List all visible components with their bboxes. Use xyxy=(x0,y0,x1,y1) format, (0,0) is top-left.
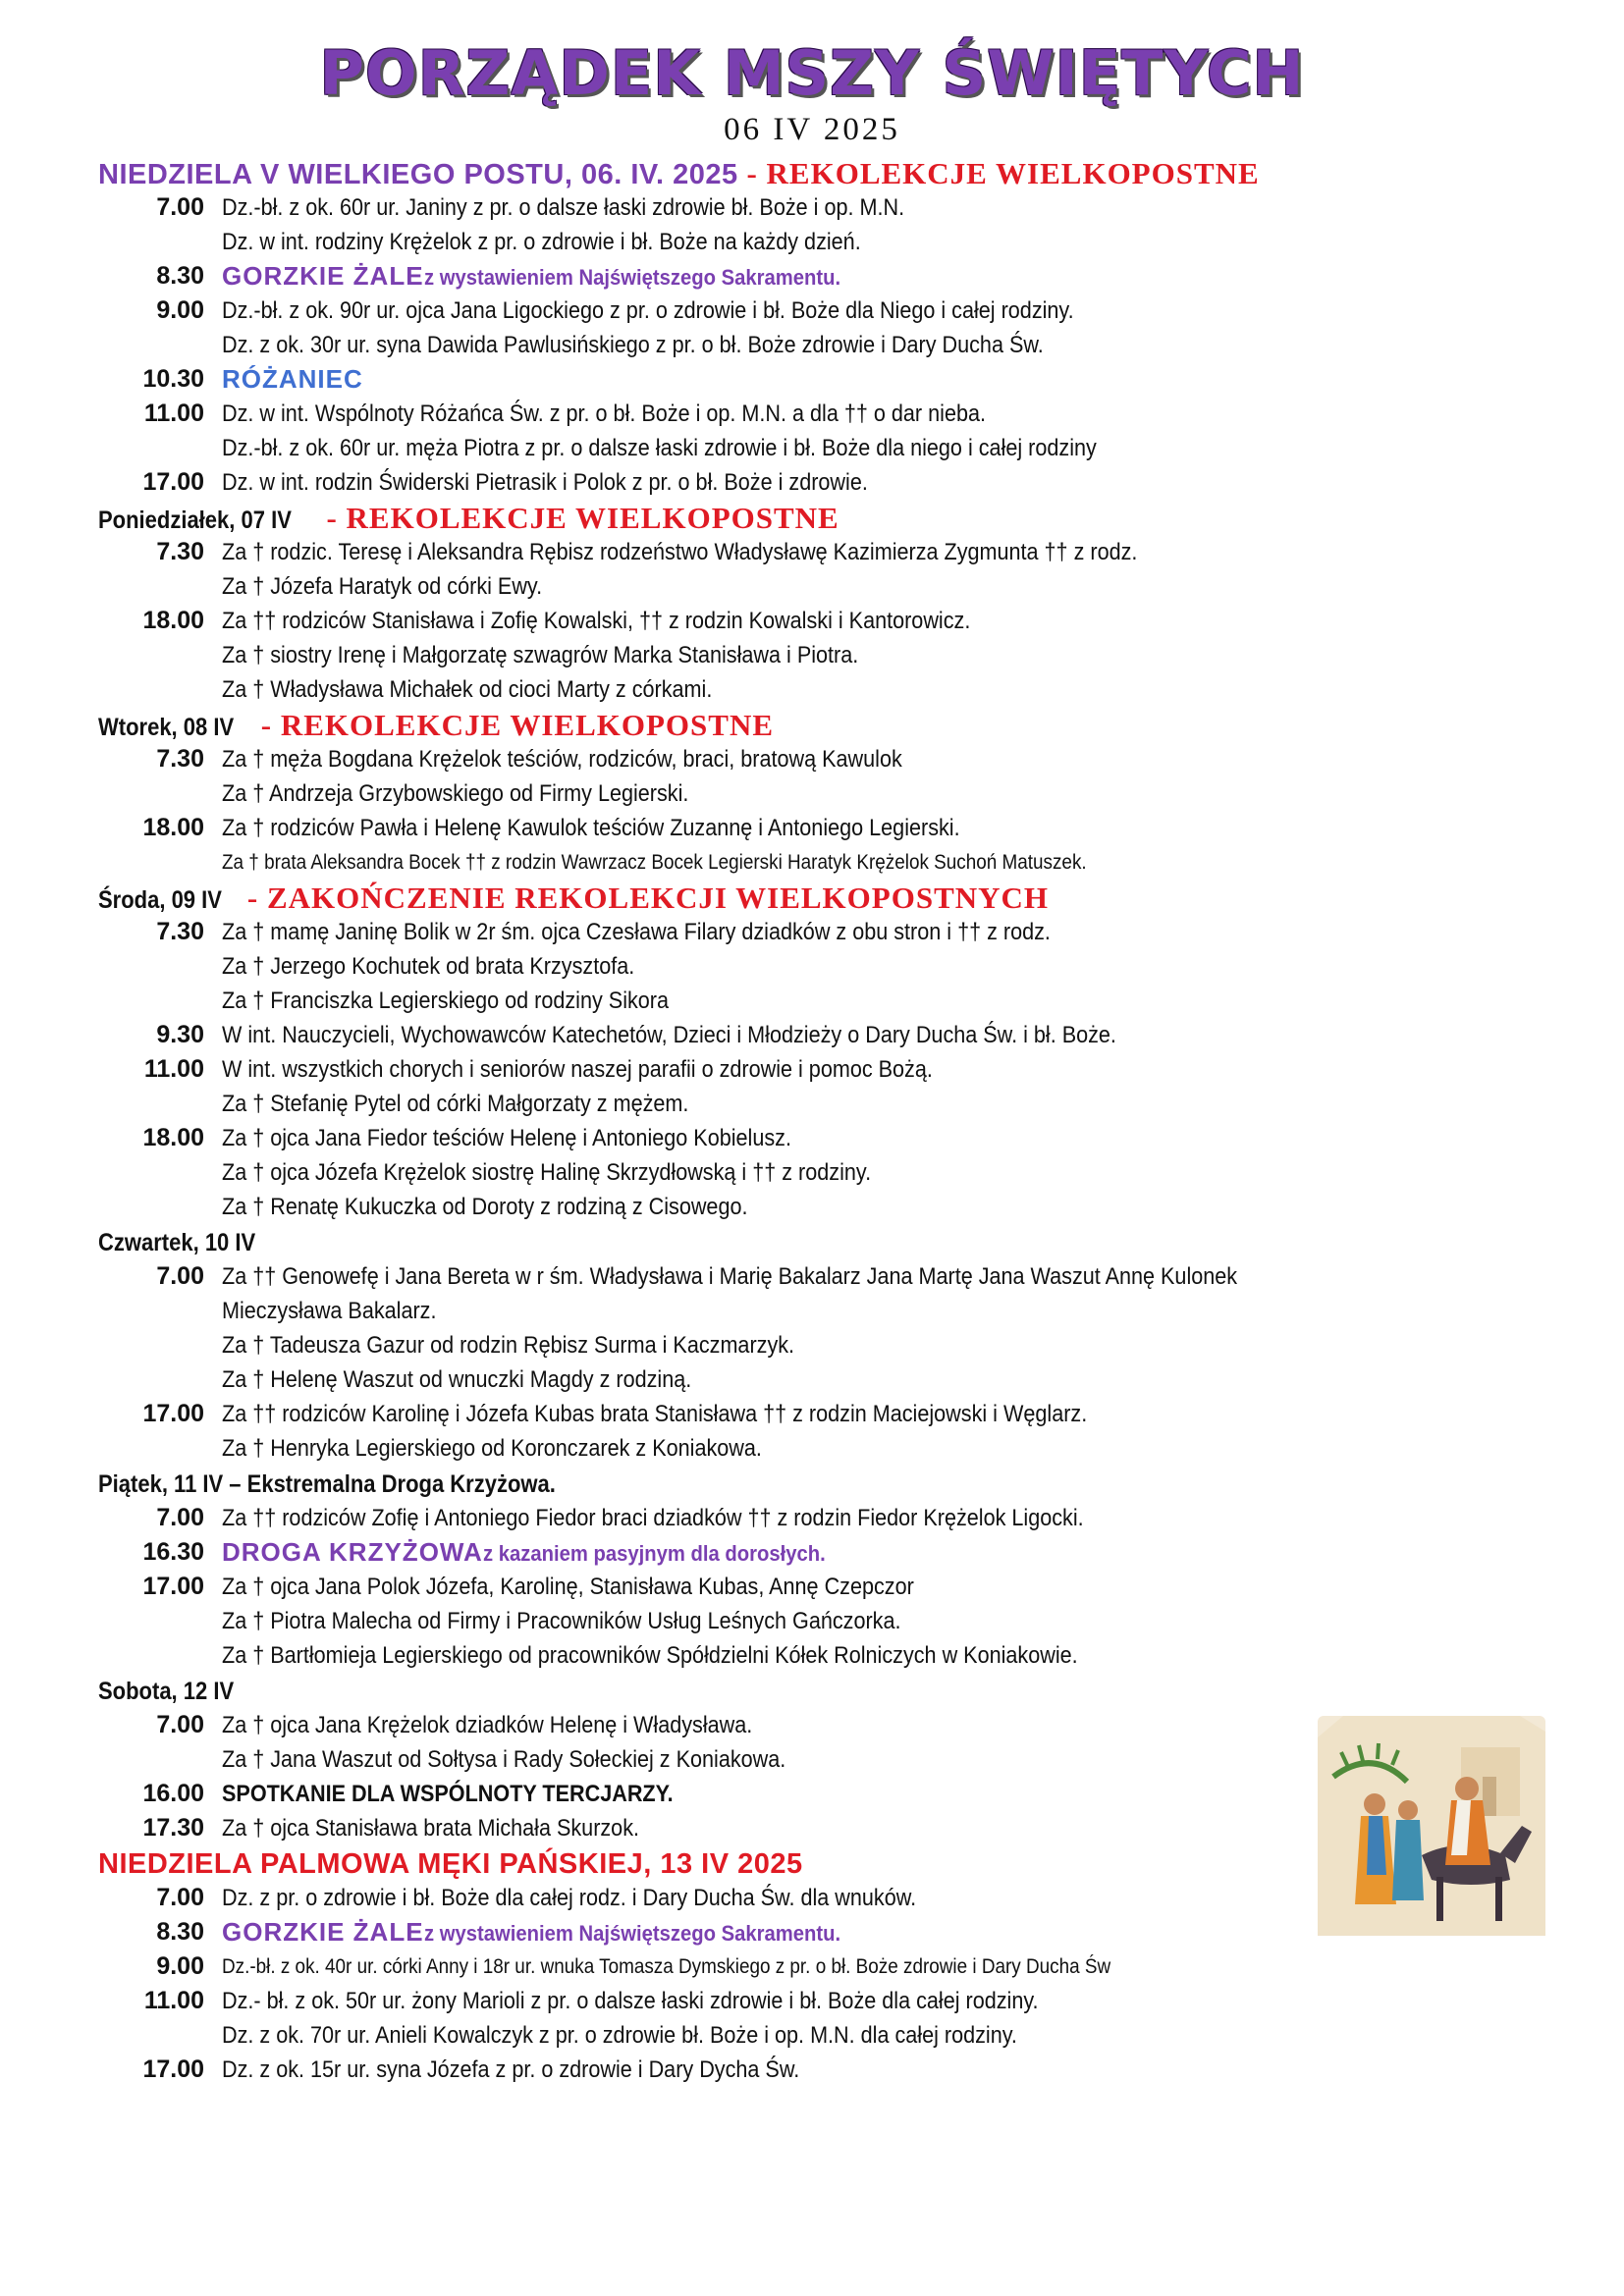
mass-entry xyxy=(98,225,1551,259)
mass-entry xyxy=(98,742,1551,776)
mass-entry xyxy=(98,1190,1551,1224)
day-label: Poniedziałek, 07 IV xyxy=(98,507,292,534)
mass-time: 7.00 xyxy=(156,1884,204,1911)
mass-intention: Za † Władysława Michałek od cioci Marty z córkami. xyxy=(222,676,713,703)
mass-intention: Dz.-bł. z ok. 40r ur. córki Anny i 18r ur. wnuka Tomasza Dymskiego z pr. o bł. Boże zdrowie i Dary Ducha Św xyxy=(222,1955,1111,1978)
special-service xyxy=(222,259,877,297)
mass-intention: Za † ojca Jana Krężelok dziadków Helenę i Władysława. xyxy=(222,1712,753,1738)
mass-time: 9.30 xyxy=(156,1021,204,1048)
mass-entry xyxy=(98,1328,1551,1362)
mass-time: 17.00 xyxy=(142,1400,204,1427)
mass-intention: Dz. z ok. 30r ur. syna Dawida Pawlusińskiego z pr. o bł. Boże zdrowie i Dary Ducha Św. xyxy=(222,332,1044,358)
mass-intention: Za † siostry Irenę i Małgorzatę szwagrów Marka Stanisława i Piotra. xyxy=(222,642,859,668)
palm-sunday-illustration xyxy=(1314,1708,1549,1944)
mass-intention: Za † Jerzego Kochutek od brata Krzysztofa. xyxy=(222,953,635,980)
mass-intention: Za †† Genowefę i Jana Bereta w r śm. Władysława i Marię Bakalarz Jana Martę Jana Waszut Annę Kulonek Mieczysława Bakalarz. xyxy=(222,1263,1238,1324)
mass-intention: Dz. z ok. 70r ur. Anieli Kowalczyk z pr. o zdrowie bł. Boże i op. M.N. dla całej rodziny. xyxy=(222,2022,1017,2049)
day-label: Środa, 09 IV xyxy=(98,886,222,914)
mass-intention: Dz. w int. rodziny Krężelok z pr. o zdrowie i bł. Boże na każdy dzień. xyxy=(222,229,861,255)
mass-time: 7.00 xyxy=(156,1504,204,1531)
mass-intention: Za † Bartłomieja Legierskiego od pracowników Spółdzielni Kółek Rolniczych w Koniakowie. xyxy=(222,1642,1078,1669)
mass-entry xyxy=(98,1362,1551,1397)
mass-entry xyxy=(98,1397,1551,1431)
mass-time: 17.00 xyxy=(142,1573,204,1600)
mass-intention: Za † brata Aleksandra Bocek †† z rodzin Wawrzacz Bocek Legierski Haratyk Krężelok Suchoń Matuszek. xyxy=(222,851,1087,874)
mass-time: 7.30 xyxy=(156,538,204,565)
mass-entry xyxy=(98,776,1551,811)
day-note: - REKOLEKCJE WIELKOPOSTNE xyxy=(252,708,775,742)
mass-intention: Za † Andrzeja Grzybowskiego od Firmy Legierski. xyxy=(222,780,689,807)
mass-entry xyxy=(98,2018,1551,2053)
day-label: NIEDZIELA V WIELKIEGO POSTU, 06. IV. 2025 xyxy=(98,159,738,190)
mass-entry xyxy=(98,1121,1551,1155)
mass-entry xyxy=(98,845,1551,880)
day-note: - REKOLEKCJE WIELKOPOSTNE xyxy=(737,156,1260,190)
mass-entry xyxy=(98,949,1551,984)
mass-time: 7.00 xyxy=(156,1262,204,1290)
jesus-head-icon xyxy=(1455,1777,1479,1800)
mass-entry xyxy=(98,604,1551,638)
mass-time: 9.00 xyxy=(156,1952,204,1980)
mass-intention: Za † Józefa Haratyk od córki Ewy. xyxy=(222,573,543,600)
mass-time: 8.30 xyxy=(156,262,204,290)
special-service-title: GORZKIE ŻALE xyxy=(222,1917,424,1947)
special-service xyxy=(222,1915,877,1953)
mass-time: 7.30 xyxy=(156,918,204,945)
mass-entry xyxy=(98,535,1551,569)
mass-intention: Za † Tadeusza Gazur od rodzin Rębisz Surma i Kaczmarzyk. xyxy=(222,1332,795,1359)
day-header-friday-11 xyxy=(98,1468,1551,1501)
day-label: Czwartek, 10 IV xyxy=(98,1229,256,1256)
mass-intention: Dz.-bł. z ok. 60r ur. męża Piotra z pr. o dalsze łaski zdrowie i bł. Boże dla niego i całej rodziny xyxy=(222,435,1097,461)
day-header-saturday-12 xyxy=(98,1675,1551,1708)
mass-entry xyxy=(98,1259,1551,1328)
day-label: Wtorek, 08 IV xyxy=(98,714,235,741)
mass-entry xyxy=(98,362,1551,397)
mass-intention: Za † ojca Józefa Krężelok siostrę Halinę Skrzydłowską i †† z rodziny. xyxy=(222,1159,872,1186)
mass-entry xyxy=(98,1052,1551,1087)
mass-intention: Za † ojca Jana Polok Józefa, Karolinę, Stanisława Kubas, Annę Czepczor xyxy=(222,1574,914,1600)
mass-entry xyxy=(98,984,1551,1018)
mass-entry xyxy=(98,1018,1551,1052)
special-service-title: RÓŻANIEC xyxy=(222,364,363,394)
mass-intention: Za † Piotra Malecha od Firmy i Pracowników Usług Leśnych Gańczorka. xyxy=(222,1608,901,1634)
special-service-detail: z wystawieniem Najświętszego Sakramentu. xyxy=(423,1921,840,1946)
mass-entry xyxy=(98,465,1551,500)
day-header-monday-07 xyxy=(98,502,1551,535)
mass-entry xyxy=(98,1501,1551,1535)
mass-time: 8.30 xyxy=(156,1918,204,1946)
mass-entry xyxy=(98,1535,1551,1570)
mass-intention: Za † Henryka Legierskiego od Koronczarek z Koniakowa. xyxy=(222,1435,762,1462)
day-header-wednesday-09 xyxy=(98,881,1551,915)
mass-entry xyxy=(98,1155,1551,1190)
mass-time: 7.30 xyxy=(156,745,204,773)
mass-intention: Dz.-bł. z ok. 60r ur. Janiny z pr. o dalsze łaski zdrowie bł. Boże i op. M.N. xyxy=(222,194,905,221)
mass-intention: Za †† rodziców Stanisława i Zofię Kowalski, †† z rodzin Kowalski i Kantorowicz. xyxy=(222,608,971,634)
mass-intention: Za † Jana Waszut od Sołtysa i Rady Sołeckiej z Koniakowa. xyxy=(222,1746,786,1773)
special-service xyxy=(222,1535,855,1574)
mass-entry xyxy=(98,811,1551,845)
mass-intention: Za † ojca Jana Fiedor teściów Helenę i Antoniego Kobielusz. xyxy=(222,1125,791,1151)
mass-intention: Dz.-bł. z ok. 90r ur. ojca Jana Ligockiego z pr. o zdrowie i bł. Boże dla Niego i całej rodziny. xyxy=(222,297,1074,324)
page-title: PORZĄDEK MSZY ŚWIĘTYCH xyxy=(319,37,1305,109)
mass-entry xyxy=(98,1638,1551,1673)
mass-entry xyxy=(98,1984,1551,2018)
person-head-icon xyxy=(1364,1793,1385,1815)
mass-entry xyxy=(98,1570,1551,1604)
mass-entry xyxy=(98,1949,1551,1984)
mass-intention: Dz. z pr. o zdrowie i bł. Boże dla całej rodz. i Dary Ducha Św. dla wnuków. xyxy=(222,1885,917,1911)
mass-intention: Za † mamę Janinę Bolik w 2r śm. ojca Czesława Filary dziadków z obu stron i †† z rodz. xyxy=(222,919,1051,945)
day-note: - REKOLEKCJE WIELKOPOSTNE xyxy=(317,501,839,535)
day-label: NIEDZIELA PALMOWA MĘKI PAŃSKIEJ, 13 IV 2025 xyxy=(98,1848,803,1880)
mass-intention: Za † rodzic. Teresę i Aleksandra Rębisz rodzeństwo Władysławę Kazimierza Zygmunta †† z rodz. xyxy=(222,539,1138,565)
mass-time: 16.00 xyxy=(142,1780,204,1807)
day-header-sunday-06 xyxy=(98,157,1551,190)
special-service-title: GORZKIE ŻALE xyxy=(222,261,424,291)
mass-entry xyxy=(98,259,1551,294)
mass-entry xyxy=(98,638,1551,672)
mass-intention: Za † Helenę Waszut od wnuczki Magdy z rodziną. xyxy=(222,1366,692,1393)
special-service xyxy=(222,362,363,400)
mass-entry xyxy=(98,328,1551,362)
mass-entry xyxy=(98,190,1551,225)
special-service-detail: z wystawieniem Najświętszego Sakramentu. xyxy=(423,265,840,290)
page-date: 06 IV 2025 xyxy=(724,112,900,147)
mass-intention: Za † rodziców Pawła i Helenę Kawulok teściów Zuzannę i Antoniego Legierski. xyxy=(222,815,960,841)
day-label: Sobota, 12 IV xyxy=(98,1678,235,1705)
mass-time: 17.30 xyxy=(142,1814,204,1842)
mass-entry xyxy=(98,2053,1551,2087)
mass-entry xyxy=(98,569,1551,604)
mass-intention: Za † męża Bogdana Krężelok teściów, rodziców, braci, bratową Kawulok xyxy=(222,746,902,773)
mass-entry xyxy=(98,915,1551,949)
special-service-detail: z kazaniem pasyjnym dla dorosłych. xyxy=(482,1541,826,1566)
mass-time: 10.30 xyxy=(142,365,204,393)
mass-entry xyxy=(98,672,1551,707)
mass-time: 17.00 xyxy=(142,468,204,496)
day-header-thursday-10 xyxy=(98,1226,1551,1259)
mass-time: 18.00 xyxy=(142,607,204,634)
mass-entry xyxy=(98,1431,1551,1466)
mass-entry xyxy=(98,431,1551,465)
mass-intention: Za † Stefanię Pytel od córki Małgorzaty z mężem. xyxy=(222,1091,689,1117)
mass-time: 17.00 xyxy=(142,2056,204,2083)
mass-intention: Dz. w int. Wspólnoty Różańca Św. z pr. o bł. Boże i op. M.N. a dla †† o dar nieba. xyxy=(222,400,986,427)
mass-intention: Za † Renatę Kukuczka od Doroty z rodziną z Cisowego. xyxy=(222,1194,748,1220)
mass-entry xyxy=(98,397,1551,431)
mass-time: 18.00 xyxy=(142,1124,204,1151)
mass-time: 11.00 xyxy=(143,1987,204,2014)
mass-time: 7.00 xyxy=(156,193,204,221)
mass-time: 18.00 xyxy=(142,814,204,841)
day-header-tuesday-08 xyxy=(98,709,1551,742)
mass-time: 9.00 xyxy=(156,296,204,324)
mass-entry xyxy=(98,294,1551,328)
mass-intention: Za † Franciszka Legierskiego od rodziny Sikora xyxy=(222,988,670,1014)
mass-entry xyxy=(98,1087,1551,1121)
mass-time: 11.00 xyxy=(143,400,204,427)
mass-intention: W int. wszystkich chorych i seniorów naszej parafii o zdrowie i pomoc Bożą. xyxy=(222,1056,933,1083)
mass-time: 16.30 xyxy=(142,1538,204,1566)
mass-intention: Za † ojca Stanisława brata Michała Skurzok. xyxy=(222,1815,639,1842)
mass-intention: Za †† rodziców Karolinę i Józefa Kubas brata Stanisława †† z rodzin Maciejowski i Węglarz. xyxy=(222,1401,1088,1427)
mass-intention: Za †† rodziców Zofię i Antoniego Fiedor braci dziadków †† z rodzin Fiedor Krężelok Ligocki. xyxy=(222,1505,1084,1531)
mass-time: 11.00 xyxy=(143,1055,204,1083)
mass-intention: Dz.- bł. z ok. 50r ur. żony Marioli z pr. o dalsze łaski zdrowie i bł. Boże dla całej rodziny. xyxy=(222,1988,1039,2014)
mass-intention: W int. Nauczycieli, Wychowawców Katechetów, Dzieci i Młodzieży o Dary Ducha Św. i bł. Boże. xyxy=(222,1022,1116,1048)
special-service-title: DROGA KRZYŻOWA xyxy=(222,1537,483,1567)
mass-intention: SPOTKANIE DLA WSPÓLNOTY TERCJARZY. xyxy=(222,1781,674,1807)
mass-intention: Dz. z ok. 15r ur. syna Józefa z pr. o zdrowie i Dary Dycha Św. xyxy=(222,2056,800,2083)
day-label: Piątek, 11 IV – Ekstremalna Droga Krzyżowa. xyxy=(98,1470,556,1498)
day-note: - ZAKOŃCZENIE REKOLEKCJI WIELKOPOSTNYCH xyxy=(239,881,1050,915)
mass-entry xyxy=(98,1604,1551,1638)
mass-time: 7.00 xyxy=(156,1711,204,1738)
mass-intention: Dz. w int. rodzin Świderski Pietrasik i Polok z pr. o bł. Boże i zdrowie. xyxy=(222,469,868,496)
